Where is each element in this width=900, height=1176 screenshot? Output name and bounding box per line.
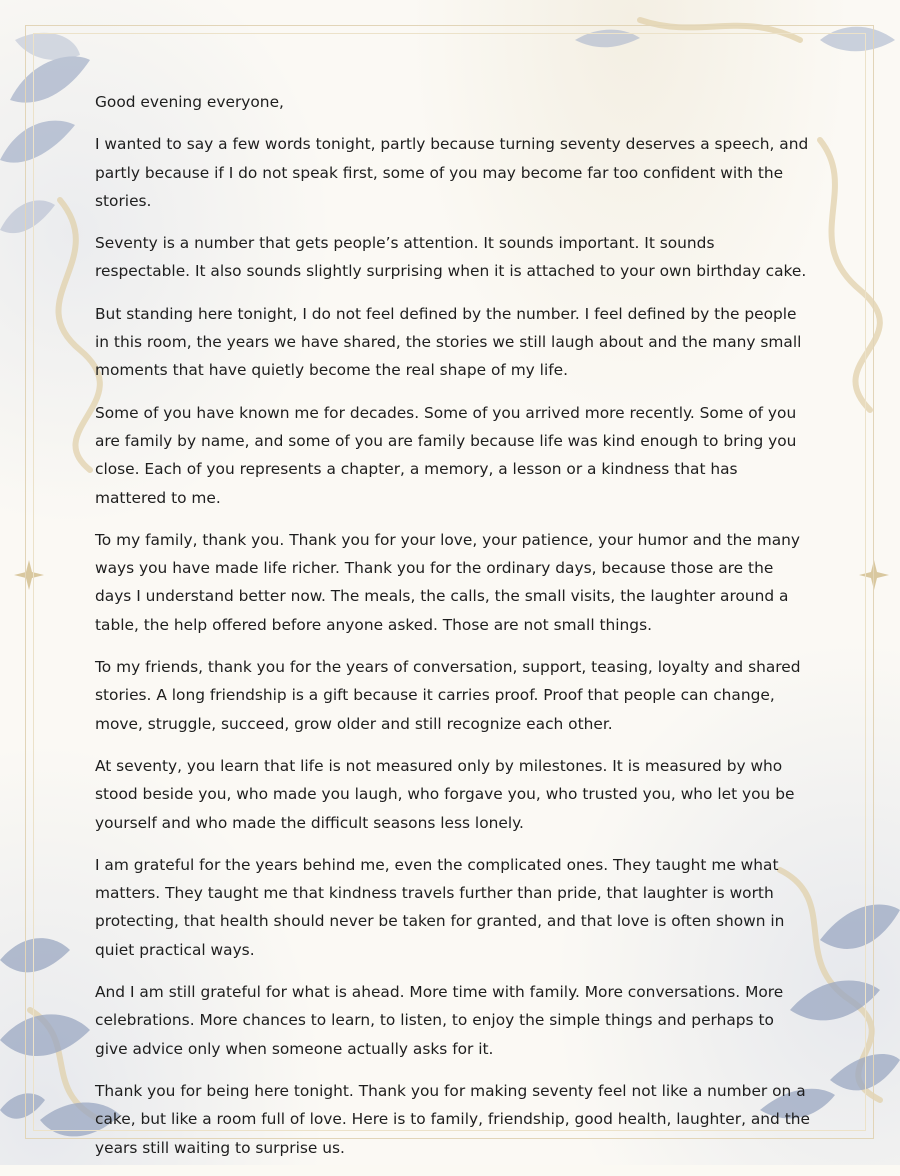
paragraph-7: At seventy, you learn that life is not measured only by milestones. It is measured by who stood beside you, who made you laugh, who forgave you, who trusted you, who let you be yourself and who made the difficult seasons less lonely. <box>95 756 795 832</box>
greeting: Good evening everyone, <box>95 93 284 111</box>
paragraph-6: To my friends, thank you for the years of conversation, support, teasing, loyalty and shared stories. A long friendship is a gift because it carries proof. Proof that people can change, move, struggle, succeed, grow older and still recognize each other. <box>95 658 801 733</box>
paragraph-10: Thank you for being here tonight. Thank you for making seventy feel not like a number on a cake, but like a room full of love. Here is to family, friendship, good health, laughter, and the years still waiting to surprise us. <box>95 1081 810 1157</box>
paragraph-4: Some of you have known me for decades. Some of you arrived more recently. Some of you are family by name, and some of you are family because life was kind enough to bring you close. Each of you represents a chapter, a memory, a lesson or a kindness that has mattered to me. <box>95 403 797 507</box>
paragraph-9: And I am still grateful for what is ahead. More time with family. More conversations. More celebrations. More chances to learn, to listen, to enjoy the simple things and perhaps to give advice only when someone actually asks for it. <box>95 983 784 1058</box>
paragraph-1: I wanted to say a few words tonight, partly because turning seventy deserves a speech, and partly because if I do not speak first, some of you may become far too confident with the stories. <box>95 135 809 210</box>
speech-letter <box>95 88 810 1176</box>
paragraph-2: Seventy is a number that gets people’s attention. It sounds important. It sounds respectable. It also sounds slightly surprising when it is attached to your own birthday cake. <box>95 234 807 281</box>
paragraph-3: But standing here tonight, I do not feel defined by the number. I feel defined by the people in this room, the years we have shared, the stories we still laugh about and the many small moments that have quietly become the real shape of my life. <box>95 304 802 380</box>
paragraph-8: I am grateful for the years behind me, even the complicated ones. They taught me what matters. They taught me that kindness travels further than pride, that laughter is worth protecting, that health should never be taken for granted, and that love is often shown in quiet practical ways. <box>95 855 785 959</box>
paragraph-5: To my family, thank you. Thank you for your love, your patience, your humor and the many ways you have made life richer. Thank you for the ordinary days, because those are the days I understand better now. The meals, the calls, the small visits, the laughter around a table, the help offered before anyone asked. Those are not small things. <box>95 530 801 634</box>
